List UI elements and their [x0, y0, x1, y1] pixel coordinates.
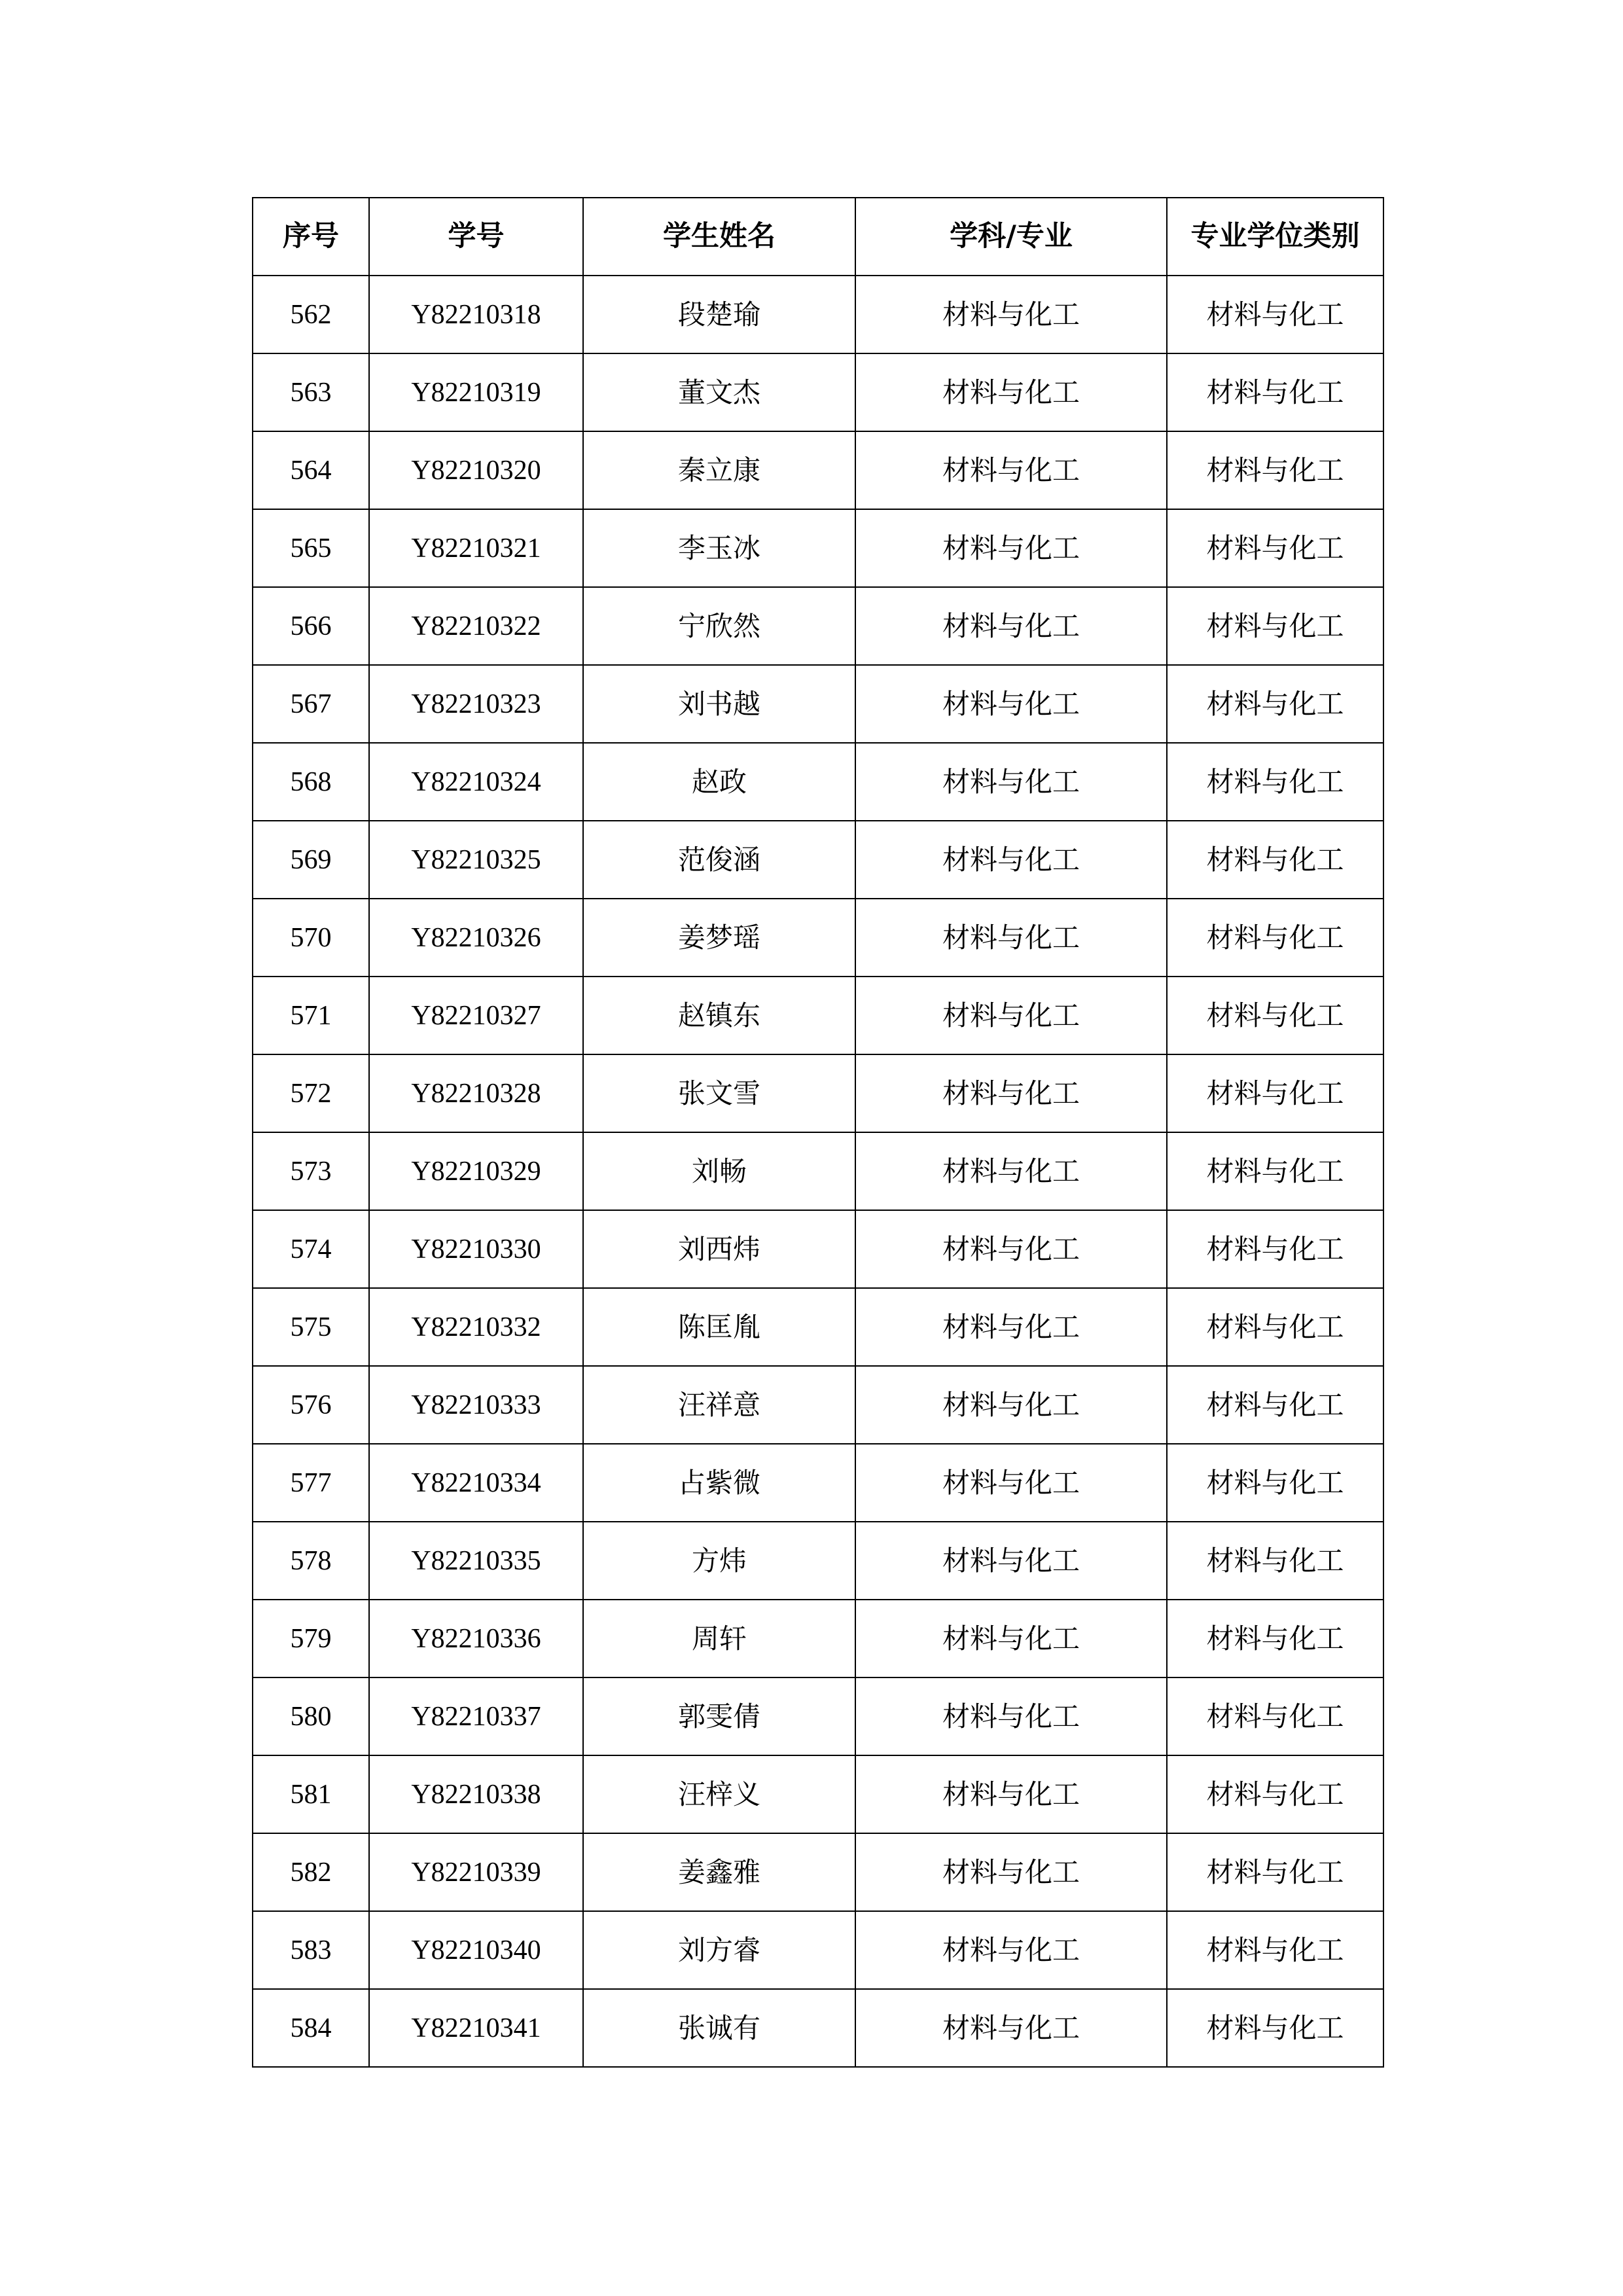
student-id-cell: Y82210336 — [369, 1600, 583, 1677]
seq-cell: 567 — [253, 665, 369, 743]
table-row — [253, 509, 1383, 587]
table-row — [253, 977, 1383, 1054]
degree-category-cell: 材料与化工 — [1167, 1600, 1383, 1677]
student-id-cell: Y82210332 — [369, 1288, 583, 1366]
table-row — [253, 276, 1383, 353]
table-row — [253, 1210, 1383, 1288]
student-id-cell: Y82210329 — [369, 1132, 583, 1210]
table-row — [253, 899, 1383, 977]
seq-cell: 569 — [253, 821, 369, 899]
header-student-name: 学生姓名 — [583, 198, 855, 276]
header-seq: 序号 — [253, 198, 369, 276]
subject-major-cell: 材料与化工 — [855, 353, 1167, 431]
student-id-cell: Y82210325 — [369, 821, 583, 899]
seq-cell: 573 — [253, 1132, 369, 1210]
subject-major-cell: 材料与化工 — [855, 1677, 1167, 1755]
seq-cell: 570 — [253, 899, 369, 977]
student-id-cell: Y82210322 — [369, 587, 583, 665]
table-header — [253, 198, 1383, 276]
degree-category-cell: 材料与化工 — [1167, 509, 1383, 587]
subject-major-cell: 材料与化工 — [855, 1054, 1167, 1132]
header-student-id: 学号 — [369, 198, 583, 276]
table-row — [253, 1989, 1383, 2067]
table-row — [253, 1755, 1383, 1833]
seq-cell: 572 — [253, 1054, 369, 1132]
subject-major-cell: 材料与化工 — [855, 1522, 1167, 1600]
student-id-cell: Y82210338 — [369, 1755, 583, 1833]
student-name-cell: 宁欣然 — [583, 587, 855, 665]
student-name-cell: 秦立康 — [583, 431, 855, 509]
subject-major-cell: 材料与化工 — [855, 1444, 1167, 1522]
subject-major-cell: 材料与化工 — [855, 1288, 1167, 1366]
student-id-cell: Y82210330 — [369, 1210, 583, 1288]
subject-major-cell: 材料与化工 — [855, 1600, 1167, 1677]
student-id-cell: Y82210337 — [369, 1677, 583, 1755]
degree-category-cell: 材料与化工 — [1167, 1677, 1383, 1755]
student-id-cell: Y82210340 — [369, 1911, 583, 1989]
seq-cell: 574 — [253, 1210, 369, 1288]
student-id-cell: Y82210324 — [369, 743, 583, 821]
subject-major-cell: 材料与化工 — [855, 1755, 1167, 1833]
seq-cell: 582 — [253, 1833, 369, 1911]
header-degree-category: 专业学位类别 — [1167, 198, 1383, 276]
subject-major-cell: 材料与化工 — [855, 276, 1167, 353]
table-row — [253, 1833, 1383, 1911]
student-name-cell: 张文雪 — [583, 1054, 855, 1132]
seq-cell: 581 — [253, 1755, 369, 1833]
subject-major-cell: 材料与化工 — [855, 1911, 1167, 1989]
degree-category-cell: 材料与化工 — [1167, 1522, 1383, 1600]
degree-category-cell: 材料与化工 — [1167, 1755, 1383, 1833]
table-row — [253, 1522, 1383, 1600]
student-name-cell: 刘畅 — [583, 1132, 855, 1210]
student-id-cell: Y82210319 — [369, 353, 583, 431]
degree-category-cell: 材料与化工 — [1167, 1054, 1383, 1132]
degree-category-cell: 材料与化工 — [1167, 353, 1383, 431]
student-name-cell: 汪祥意 — [583, 1366, 855, 1444]
table-row — [253, 353, 1383, 431]
degree-category-cell: 材料与化工 — [1167, 1132, 1383, 1210]
table-row — [253, 431, 1383, 509]
student-id-cell: Y82210335 — [369, 1522, 583, 1600]
seq-cell: 577 — [253, 1444, 369, 1522]
subject-major-cell: 材料与化工 — [855, 743, 1167, 821]
student-id-cell: Y82210323 — [369, 665, 583, 743]
seq-cell: 578 — [253, 1522, 369, 1600]
degree-category-cell: 材料与化工 — [1167, 1444, 1383, 1522]
student-name-cell: 董文杰 — [583, 353, 855, 431]
student-name-cell: 周轩 — [583, 1600, 855, 1677]
seq-cell: 564 — [253, 431, 369, 509]
table-row — [253, 587, 1383, 665]
seq-cell: 579 — [253, 1600, 369, 1677]
student-id-cell: Y82210318 — [369, 276, 583, 353]
student-name-cell: 方炜 — [583, 1522, 855, 1600]
student-name-cell: 赵政 — [583, 743, 855, 821]
student-name-cell: 姜梦瑶 — [583, 899, 855, 977]
seq-cell: 576 — [253, 1366, 369, 1444]
student-name-cell: 段楚瑜 — [583, 276, 855, 353]
subject-major-cell: 材料与化工 — [855, 431, 1167, 509]
subject-major-cell: 材料与化工 — [855, 665, 1167, 743]
table-row — [253, 1288, 1383, 1366]
student-name-cell: 刘方睿 — [583, 1911, 855, 1989]
subject-major-cell: 材料与化工 — [855, 1833, 1167, 1911]
seq-cell: 580 — [253, 1677, 369, 1755]
student-name-cell: 占紫微 — [583, 1444, 855, 1522]
degree-category-cell: 材料与化工 — [1167, 276, 1383, 353]
student-id-cell: Y82210320 — [369, 431, 583, 509]
subject-major-cell: 材料与化工 — [855, 1989, 1167, 2067]
student-name-cell: 李玉冰 — [583, 509, 855, 587]
table-row — [253, 1600, 1383, 1677]
seq-cell: 562 — [253, 276, 369, 353]
student-name-cell: 刘西炜 — [583, 1210, 855, 1288]
degree-category-cell: 材料与化工 — [1167, 431, 1383, 509]
degree-category-cell: 材料与化工 — [1167, 743, 1383, 821]
seq-cell: 563 — [253, 353, 369, 431]
subject-major-cell: 材料与化工 — [855, 1132, 1167, 1210]
degree-category-cell: 材料与化工 — [1167, 1288, 1383, 1366]
student-name-cell: 范俊涵 — [583, 821, 855, 899]
subject-major-cell: 材料与化工 — [855, 977, 1167, 1054]
degree-category-cell: 材料与化工 — [1167, 665, 1383, 743]
table-row — [253, 1366, 1383, 1444]
student-name-cell: 刘书越 — [583, 665, 855, 743]
degree-category-cell: 材料与化工 — [1167, 587, 1383, 665]
student-name-cell: 汪梓义 — [583, 1755, 855, 1833]
student-name-cell: 陈匡胤 — [583, 1288, 855, 1366]
table-row — [253, 665, 1383, 743]
seq-cell: 584 — [253, 1989, 369, 2067]
student-id-cell: Y82210321 — [369, 509, 583, 587]
subject-major-cell: 材料与化工 — [855, 587, 1167, 665]
degree-category-cell: 材料与化工 — [1167, 977, 1383, 1054]
subject-major-cell: 材料与化工 — [855, 1366, 1167, 1444]
student-id-cell: Y82210328 — [369, 1054, 583, 1132]
seq-cell: 575 — [253, 1288, 369, 1366]
table-row — [253, 1444, 1383, 1522]
table-row — [253, 821, 1383, 899]
student-id-cell: Y82210326 — [369, 899, 583, 977]
subject-major-cell: 材料与化工 — [855, 509, 1167, 587]
degree-category-cell: 材料与化工 — [1167, 1989, 1383, 2067]
degree-category-cell: 材料与化工 — [1167, 899, 1383, 977]
subject-major-cell: 材料与化工 — [855, 1210, 1167, 1288]
student-id-cell: Y82210333 — [369, 1366, 583, 1444]
header-subject-major: 学科/专业 — [855, 198, 1167, 276]
student-name-cell: 郭雯倩 — [583, 1677, 855, 1755]
header-row — [253, 198, 1383, 276]
table-body — [253, 276, 1383, 2067]
table-row — [253, 1911, 1383, 1989]
degree-category-cell: 材料与化工 — [1167, 821, 1383, 899]
table-row — [253, 743, 1383, 821]
degree-category-cell: 材料与化工 — [1167, 1210, 1383, 1288]
table-row — [253, 1132, 1383, 1210]
subject-major-cell: 材料与化工 — [855, 899, 1167, 977]
student-id-cell: Y82210334 — [369, 1444, 583, 1522]
student-name-cell: 姜鑫雅 — [583, 1833, 855, 1911]
seq-cell: 566 — [253, 587, 369, 665]
seq-cell: 583 — [253, 1911, 369, 1989]
subject-major-cell: 材料与化工 — [855, 821, 1167, 899]
table-row — [253, 1677, 1383, 1755]
table-row — [253, 1054, 1383, 1132]
seq-cell: 571 — [253, 977, 369, 1054]
student-id-cell: Y82210339 — [369, 1833, 583, 1911]
student-list-table — [252, 197, 1384, 2068]
degree-category-cell: 材料与化工 — [1167, 1833, 1383, 1911]
degree-category-cell: 材料与化工 — [1167, 1911, 1383, 1989]
student-id-cell: Y82210341 — [369, 1989, 583, 2067]
seq-cell: 568 — [253, 743, 369, 821]
seq-cell: 565 — [253, 509, 369, 587]
degree-category-cell: 材料与化工 — [1167, 1366, 1383, 1444]
student-id-cell: Y82210327 — [369, 977, 583, 1054]
student-name-cell: 赵镇东 — [583, 977, 855, 1054]
student-name-cell: 张诚有 — [583, 1989, 855, 2067]
